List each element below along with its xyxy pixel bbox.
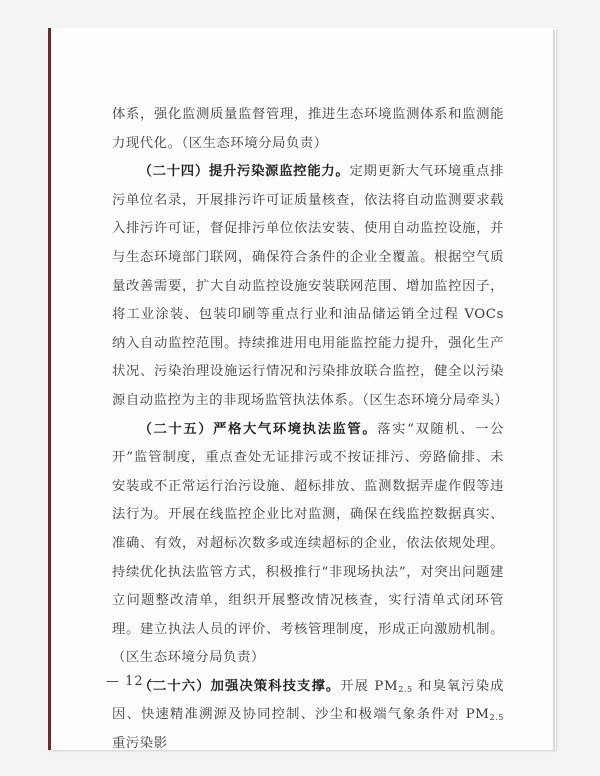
paragraph-2-text: 定期更新大气环境重点排污单位名录，开展排污许可证质量核查，依法将自动监测要求载入排污许可证，督促排污单位依法安装、使用自动监控设施，并与生态环境部门联网，确保符合条件的企业全覆盖。根据空气质量改善需要，扩大自动监控设施安装联网范围、增加监控因子，将工业涂装、包装印刷等重点行业和油品储运销全过程 VOCs 纳入自动监控范围。持续推进用电用能监控能力提升，强化生产状况、污染治理设施运行情况和污染排放联合监控，健全以污染源自动监控为主的非现场监管执法体系。（区生态环境分局牵头） (112, 164, 509, 408)
paragraph-1-text: 体系，强化监测质量监督管理，推进生态环境监测体系和监测能力现代化。（区生态环境分局负责） (112, 107, 504, 151)
paragraph-4-heading: （二十六）加强决策科技支撑。 (138, 678, 341, 694)
paragraph-4 (112, 673, 504, 759)
paragraph-3-heading: （二十五）严格大气环境执法监管。 (138, 421, 378, 437)
page-edge (553, 30, 555, 750)
document-body (112, 101, 509, 759)
paragraph-4-text-a: 开展 PM (340, 678, 399, 694)
paragraph-3-text: 落实“双随机、一公开”监管制度，重点查处无证排污或不按证排污、旁路偷排、未安装或不正常运行治污设施、超标排放、监测数据弄虚作假等违法行为。开展在线监控企业比对监测，确保在线监控数据真实、准确、有效，对超标次数多或连续超标的企业，依法依规处理。持续优化执法监管方式，积极推行“非现场执法”，对突出问题建立问题整改清单，组织开展整改情况核查，实行清单式闭环管理。建立执法人员的评价、考核管理制度，形成正向激励机制。（区生态环境分局负责） (112, 421, 504, 666)
pm25-subscript: 2.5 (489, 713, 504, 723)
paragraph-2 (112, 158, 509, 415)
paragraph-2-heading: （二十四）提升污染源监控能力。 (138, 164, 350, 180)
paragraph-3 (112, 416, 504, 673)
paragraph-4-text-b: 和臭氧污染成因、快速精准溯源及协同控制、沙尘和极端气象条件对 PM (112, 678, 504, 723)
page-number: — 12 — (106, 674, 163, 689)
paragraph-4-text-c: 重污染影 (112, 736, 168, 752)
paragraph-1 (112, 101, 504, 158)
pm25-subscript: 2.5 (398, 684, 413, 694)
